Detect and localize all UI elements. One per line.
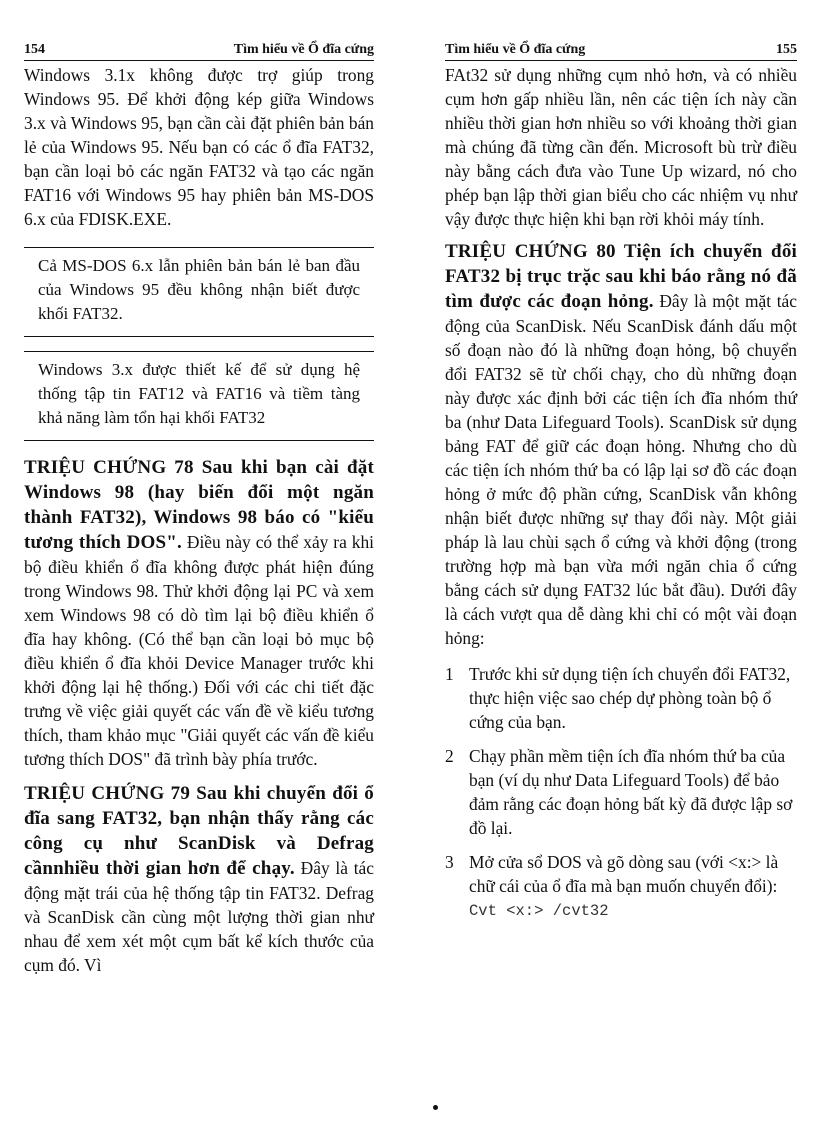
- symptom-79-title: TRIỆU CHỨNG 79 Sau khi chuyển đổi ổ đĩa sang FAT32, bạn nhận thấy rằng các công cụ như ScanDisk và Defrag cầnnhiều thời gian hơn để chạy.: [24, 783, 374, 879]
- left-page: [24, 38, 374, 977]
- left-running-header: [24, 38, 374, 61]
- continued-paragraph: FAt32 sử dụng những cụm nhỏ hơn, và có nhiều cụm hơn gấp nhiều lần, nên các tiện ích này cần nhiều thời gian hơn nhiều so với khoảng thời gian mà chúng đã từng cần đến. Microsoft bù trừ điều này bằng cách đưa vào Tune Up wizard, nó cho phép bạn lập thời gian biểu cho các nhiệm vụ như vậy được thực hiện khi bạn rời khỏi máy tính.: [445, 65, 797, 229]
- left-page-number: 154: [24, 42, 45, 57]
- scan-speck: [433, 1105, 438, 1110]
- symptom-79-body: Đây là tác động mặt trái của hệ thống tập tin FAT32. Defrag và ScanDisk cần cùng một lượng thời gian như nhau để xem xét một cụm bất kể kích thước của cụm đó. Vì: [24, 858, 374, 975]
- right-page-number: 155: [776, 42, 797, 57]
- symptom-80-title: TRIỆU CHỨNG 80 Tiện ích chuyển đổi FAT32 bị trục trặc sau khi báo rằng nó đã tìm được các đoạn hỏng.: [445, 241, 797, 312]
- symptom-78-title: TRIỆU CHỨNG 78 Sau khi bạn cài đặt Windows 98 (hay biến đổi một ngăn thành FAT32), Windows 98 báo có "kiểu tương thích DOS".: [24, 457, 374, 553]
- right-running-title: Tìm hiểu về Ổ đĩa cứng: [445, 42, 586, 57]
- left-running-title: Tìm hiểu về Ổ đĩa cứng: [233, 42, 374, 57]
- right-page: [445, 38, 797, 920]
- step-text: Chạy phần mềm tiện ích đĩa nhóm thứ ba của bạn (ví dụ như Data Lifeguard Tools) để bảo đảm rằng các đoạn hỏng bất kỳ đã được lập sơ đồ lại.: [469, 746, 793, 838]
- steps-list: [445, 662, 797, 898]
- symptom-80: [445, 239, 797, 650]
- symptom-78-body: Điều này có thể xảy ra khi bộ điều khiển ổ đĩa không được phát hiện đúng trong Windows 98. Thử khởi động lại PC và xem xem Windows 98 có dò tìm lại bộ điều khiển ổ đĩa hay không. (Có thể bạn cần loại bỏ mục bộ điều khiển ổ đĩa khỏi Device Manager trước khi khởi động lại hệ thống.) Đối với các chi tiết đặc trưng về việc giải quyết các vấn đề về kiểu tương thích, tham khảo mục "Giải quyết các vấn đề kiểu tương thích DOS" đã trình bày phía trước.: [24, 532, 374, 769]
- note-box-2: [24, 351, 374, 441]
- step-text: Mở cửa sổ DOS và gõ dòng sau (với <x:> là chữ cái của ổ đĩa mà bạn muốn chuyển đổi):: [469, 852, 779, 896]
- note-2-text: Windows 3.x được thiết kế để sử dụng hệ thống tập tin FAT12 và FAT16 và tiềm tàng khả năng làm tổn hại khối FAT32: [38, 360, 360, 427]
- code-line: Cvt <x:> /cvt32: [469, 902, 609, 920]
- list-item: [445, 744, 797, 840]
- symptom-78: [24, 455, 374, 771]
- note-box-1: [24, 247, 374, 337]
- step-number: 1: [445, 664, 454, 684]
- symptom-80-body: Đây là một mặt tác động của ScanDisk. Nếu ScanDisk đánh dấu một số đoạn nào đó là những đoạn hỏng, bộ chuyển đổi FAT32 sẽ từ chối chạy, cho dù những đoạn này được xác định bởi các tiện ích đĩa nhóm thứ ba (như Data Lifeguard Tools). ScanDisk sử dụng bảng FAT để giữ các đoạn hỏng. Nhưng cho dù các tiện ích nhóm thứ ba có lập lại sơ đồ các đoạn hỏng ở mức độ phần cứng, ScanDisk vẫn không nhận biết được những sự thay đổi này. Một giải pháp là lau chùi sạch ổ cứng và khởi động (trong trường hợp mà bạn vừa mới ngăn chia ổ cứng bằng cách sử dụng FAT32 lúc bắt đầu). Dưới đây là cách vượt qua dễ dàng khi chỉ có một vài đoạn hỏng:: [445, 291, 797, 648]
- step-text: Trước khi sử dụng tiện ích chuyển đổi FAT32, thực hiện việc sao chép dự phòng toàn bộ ổ cứng của bạn.: [469, 664, 791, 732]
- step-number: 2: [445, 746, 454, 766]
- right-running-header: [445, 38, 797, 61]
- symptom-79: [24, 781, 374, 977]
- note-1-text: Cả MS-DOS 6.x lẫn phiên bản bán lẻ ban đầu của Windows 95 đều không nhận biết được khối FAT32.: [38, 256, 360, 323]
- list-item: [445, 662, 797, 734]
- step-number: 3: [445, 852, 454, 872]
- intro-paragraph: Windows 3.1x không được trợ giúp trong Windows 95. Để khởi động kép giữa Windows 3.x và Windows 95, bạn cần cài đặt phiên bản bán lẻ của Windows 95. Nếu bạn có các ổ đĩa FAT32, bạn cần loại bỏ các ngăn FAT32 và tạo các ngăn FAT16 với Windows 95 hay phiên bản MS-DOS 6.x của FDISK.EXE.: [24, 65, 374, 229]
- list-item: [445, 850, 797, 898]
